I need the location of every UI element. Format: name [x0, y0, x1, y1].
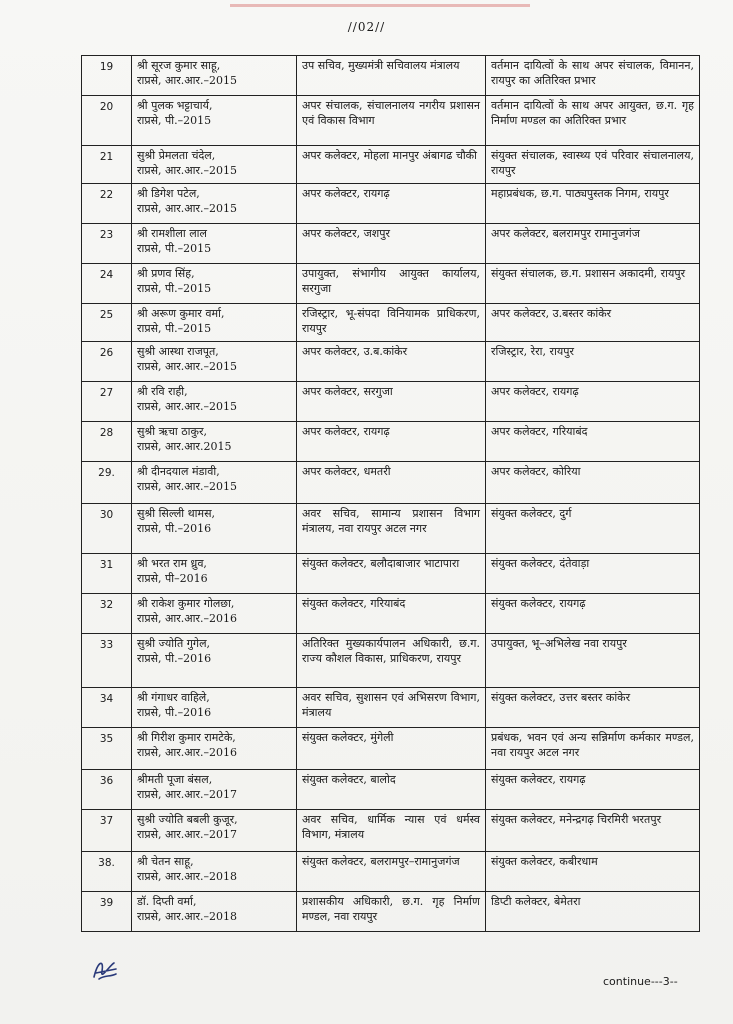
new-posting: संयुक्त कलेक्टर, रायगढ़ [486, 594, 700, 634]
current-posting: प्रशासकीय अधिकारी, छ.ग. गृह निर्माण मण्डल, नवा रायपुर [297, 892, 486, 932]
serial-number: 22 [82, 184, 132, 224]
current-posting: अपर कलेक्टर, उ.ब.कांकेर [297, 342, 486, 382]
table-row [82, 554, 700, 594]
current-posting: संयुक्त कलेक्टर, बालोद [297, 770, 486, 810]
table-row [82, 224, 700, 264]
serial-number: 38. [82, 852, 132, 892]
officer-cell [132, 852, 297, 892]
serial-number: 36 [82, 770, 132, 810]
new-posting: संयुक्त कलेक्टर, मनेन्द्रगढ़ चिरमिरी भरतपुर [486, 810, 700, 852]
current-posting: संयुक्त कलेक्टर, मुंगेली [297, 728, 486, 770]
officer-cell [132, 810, 297, 852]
serial-number: 37 [82, 810, 132, 852]
officer-name: सुश्री ऋचा ठाकुर, [137, 425, 207, 438]
serial-number: 19 [82, 56, 132, 96]
current-posting: अपर कलेक्टर, रायगढ़ [297, 184, 486, 224]
officer-cadre: राप्रसे, पी.–2016 [137, 652, 212, 665]
officer-cadre: राप्रसे, आर.आर.–2017 [137, 788, 238, 801]
officer-name: श्री सूरज कुमार साहू, [137, 59, 221, 72]
officer-name: श्री अरूण कुमार वर्मा, [137, 307, 225, 320]
officer-cadre: राप्रसे, आर.आर.2015 [137, 440, 232, 453]
new-posting: अपर कलेक्टर, रायगढ़ [486, 382, 700, 422]
table-row [82, 688, 700, 728]
transfer-order-table [81, 55, 700, 932]
officer-name: श्री भरत राम ध्रुव, [137, 557, 207, 570]
officer-cell [132, 184, 297, 224]
officer-cell [132, 304, 297, 342]
officer-name: श्री गंगाधर वाहिले, [137, 691, 210, 704]
table-row [82, 504, 700, 554]
officer-cell [132, 770, 297, 810]
officer-name: सुश्री ज्योति गुगेल, [137, 637, 211, 650]
serial-number: 26 [82, 342, 132, 382]
table-row [82, 728, 700, 770]
officer-name: श्री रामशीला लाल [137, 227, 207, 240]
serial-number: 21 [82, 146, 132, 184]
officer-name: सुश्री ज्योति बबली कुजूर, [137, 813, 238, 826]
serial-number: 24 [82, 264, 132, 304]
officer-cadre: राप्रसे, आर.आर.–2015 [137, 400, 238, 413]
officer-cadre: राप्रसे, आर.आर.–2015 [137, 360, 238, 373]
table-row [82, 382, 700, 422]
current-posting: अवर सचिव, धार्मिक न्यास एवं धर्मस्व विभाग, मंत्रालय [297, 810, 486, 852]
current-posting: अवर सचिव, सामान्य प्रशासन विभाग मंत्रालय, नवा रायपुर अटल नगर [297, 504, 486, 554]
officer-name: श्री गिरीश कुमार रामटेके, [137, 731, 236, 744]
serial-number: 27 [82, 382, 132, 422]
officer-cadre: राप्रसे, पी.–2015 [137, 282, 212, 295]
serial-number: 32 [82, 594, 132, 634]
current-posting: अपर कलेक्टर, मोहला मानपुर अंबागढ चौकी [297, 146, 486, 184]
new-posting: डिप्टी कलेक्टर, बेमेतरा [486, 892, 700, 932]
current-posting: संयुक्त कलेक्टर, गरियाबंद [297, 594, 486, 634]
current-posting: अवर सचिव, सुशासन एवं अभिसरण विभाग, मंत्रालय [297, 688, 486, 728]
serial-number: 34 [82, 688, 132, 728]
new-posting: संयुक्त कलेक्टर, दुर्ग [486, 504, 700, 554]
serial-number: 39 [82, 892, 132, 932]
officer-cell [132, 554, 297, 594]
new-posting: उपायुक्त, भू–अभिलेख नवा रायपुर [486, 634, 700, 688]
page-number: //02// [347, 20, 386, 34]
officer-cell [132, 892, 297, 932]
new-posting: संयुक्त संचालक, छ.ग. प्रशासन अकादमी, रायपुर [486, 264, 700, 304]
table-row [82, 304, 700, 342]
table-row [82, 770, 700, 810]
current-posting: रजिस्ट्रार, भू-संपदा विनियामक प्राधिकरण, रायपुर [297, 304, 486, 342]
officer-cadre: राप्रसे, आर.आर.–2016 [137, 746, 238, 759]
officer-cell [132, 146, 297, 184]
current-posting: अतिरिक्त मुख्यकार्यपालन अधिकारी, छ.ग. राज्य कौशल विकास, प्राधिकरण, रायपुर [297, 634, 486, 688]
officer-cadre: राप्रसे, आर.आर.–2015 [137, 480, 238, 493]
officer-cadre: राप्रसे, पी.–2016 [137, 522, 212, 535]
officer-name: डॉ. दिप्ती वर्मा, [137, 895, 197, 908]
officer-cadre: राप्रसे, पी.–2015 [137, 242, 212, 255]
serial-number: 30 [82, 504, 132, 554]
current-posting: अपर कलेक्टर, जशपुर [297, 224, 486, 264]
table-row [82, 342, 700, 382]
serial-number: 23 [82, 224, 132, 264]
officer-cadre: राप्रसे, आर.आर.–2015 [137, 74, 238, 87]
officer-cell [132, 594, 297, 634]
officer-cadre: राप्रसे, आर.आर.–2016 [137, 612, 238, 625]
officer-name: श्री राकेश कुमार गोलछा, [137, 597, 235, 610]
current-posting: उप सचिव, मुख्यमंत्री सचिवालय मंत्रालय [297, 56, 486, 96]
current-posting: अपर कलेक्टर, धमतरी [297, 462, 486, 504]
serial-number: 35 [82, 728, 132, 770]
serial-number: 28 [82, 422, 132, 462]
current-posting: अपर कलेक्टर, सरगुजा [297, 382, 486, 422]
officer-cadre: राप्रसे, पी.–2015 [137, 114, 212, 127]
officer-cadre: राप्रसे, पी–2016 [137, 572, 208, 585]
table-body [82, 56, 700, 932]
officer-name: सुश्री सिल्ली थामस, [137, 507, 216, 520]
officer-cell [132, 264, 297, 304]
new-posting: संयुक्त कलेक्टर, दंतेवाड़ा [486, 554, 700, 594]
table-row [82, 422, 700, 462]
table-row [82, 892, 700, 932]
officer-cell [132, 342, 297, 382]
officer-cadre: राप्रसे, आर.आर.–2017 [137, 828, 238, 841]
officer-cell [132, 382, 297, 422]
scan-edge-mark [230, 4, 530, 7]
officer-cell [132, 56, 297, 96]
table-row [82, 634, 700, 688]
new-posting: अपर कलेक्टर, कोरिया [486, 462, 700, 504]
officer-cadre: राप्रसे, आर.आर.–2018 [137, 910, 238, 923]
current-posting: संयुक्त कलेक्टर, बलौदाबाजार भाटापारा [297, 554, 486, 594]
new-posting: प्रबंधक, भवन एवं अन्य सन्निर्माण कर्मकार मण्डल, नवा रायपुर अटल नगर [486, 728, 700, 770]
new-posting: संयुक्त कलेक्टर, कबीरधाम [486, 852, 700, 892]
table-row [82, 594, 700, 634]
officer-cell [132, 688, 297, 728]
new-posting: संयुक्त कलेक्टर, उत्तर बस्तर कांकेर [486, 688, 700, 728]
officer-cell [132, 462, 297, 504]
table-row [82, 264, 700, 304]
table-row [82, 96, 700, 146]
table-row [82, 462, 700, 504]
officer-cadre: राप्रसे, पी.–2016 [137, 706, 212, 719]
new-posting: अपर कलेक्टर, गरियाबंद [486, 422, 700, 462]
table-row [82, 810, 700, 852]
officer-cadre: राप्रसे, पी.–2015 [137, 322, 212, 335]
new-posting: संयुक्त संचालक, स्वास्थ्य एवं परिवार संचालनालय, रायपुर [486, 146, 700, 184]
officer-cell [132, 728, 297, 770]
current-posting: अपर संचालक, संचालनालय नगरीय प्रशासन एवं विकास विभाग [297, 96, 486, 146]
table-row [82, 852, 700, 892]
current-posting: संयुक्त कलेक्टर, बलरामपुर–रामानुजगंज [297, 852, 486, 892]
serial-number: 33 [82, 634, 132, 688]
serial-number: 25 [82, 304, 132, 342]
officer-name: सुश्री प्रेमलता चंदेल, [137, 149, 216, 162]
serial-number: 29. [82, 462, 132, 504]
serial-number: 20 [82, 96, 132, 146]
officer-cadre: राप्रसे, आर.आर.–2015 [137, 202, 238, 215]
table-row [82, 146, 700, 184]
table-row [82, 184, 700, 224]
officer-cell [132, 504, 297, 554]
table-row [82, 56, 700, 96]
officer-cadre: राप्रसे, आर.आर.–2018 [137, 870, 238, 883]
continue-note: continue---3-- [603, 975, 678, 988]
current-posting: अपर कलेक्टर, रायगढ़ [297, 422, 486, 462]
new-posting: रजिस्ट्रार, रेरा, रायपुर [486, 342, 700, 382]
new-posting: वर्तमान दायित्वों के साथ अपर संचालक, विमानन, रायपुर का अतिरिक्त प्रभार [486, 56, 700, 96]
new-posting: महाप्रबंधक, छ.ग. पाठ्यपुस्तक निगम, रायपुर [486, 184, 700, 224]
officer-name: श्री रवि राही, [137, 385, 188, 398]
officer-name: श्रीमती पूजा बंसल, [137, 773, 213, 786]
officer-name: श्री दीनदयाल मंडावी, [137, 465, 220, 478]
officer-cell [132, 634, 297, 688]
officer-name: सुश्री आस्था राजपूत, [137, 345, 219, 358]
officer-cadre: राप्रसे, आर.आर.–2015 [137, 164, 238, 177]
new-posting: वर्तमान दायित्वों के साथ अपर आयुक्त, छ.ग. गृह निर्माण मण्डल का अतिरिक्त प्रभार [486, 96, 700, 146]
new-posting: अपर कलेक्टर, उ.बस्तर कांकेर [486, 304, 700, 342]
new-posting: अपर कलेक्टर, बलरामपुर रामानुजगंज [486, 224, 700, 264]
current-posting: उपायुक्त, संभागीय आयुक्त कार्यालय, सरगुजा [297, 264, 486, 304]
officer-name: श्री डिगेश पटेल, [137, 187, 200, 200]
officer-cell [132, 224, 297, 264]
officer-cell [132, 96, 297, 146]
signature-mark [90, 955, 120, 985]
officer-cell [132, 422, 297, 462]
officer-name: श्री चेतन साहू, [137, 855, 194, 868]
new-posting: संयुक्त कलेक्टर, रायगढ़ [486, 770, 700, 810]
officer-name: श्री पुलक भट्टाचार्य, [137, 99, 213, 112]
officer-name: श्री प्रणव सिंह, [137, 267, 195, 280]
serial-number: 31 [82, 554, 132, 594]
